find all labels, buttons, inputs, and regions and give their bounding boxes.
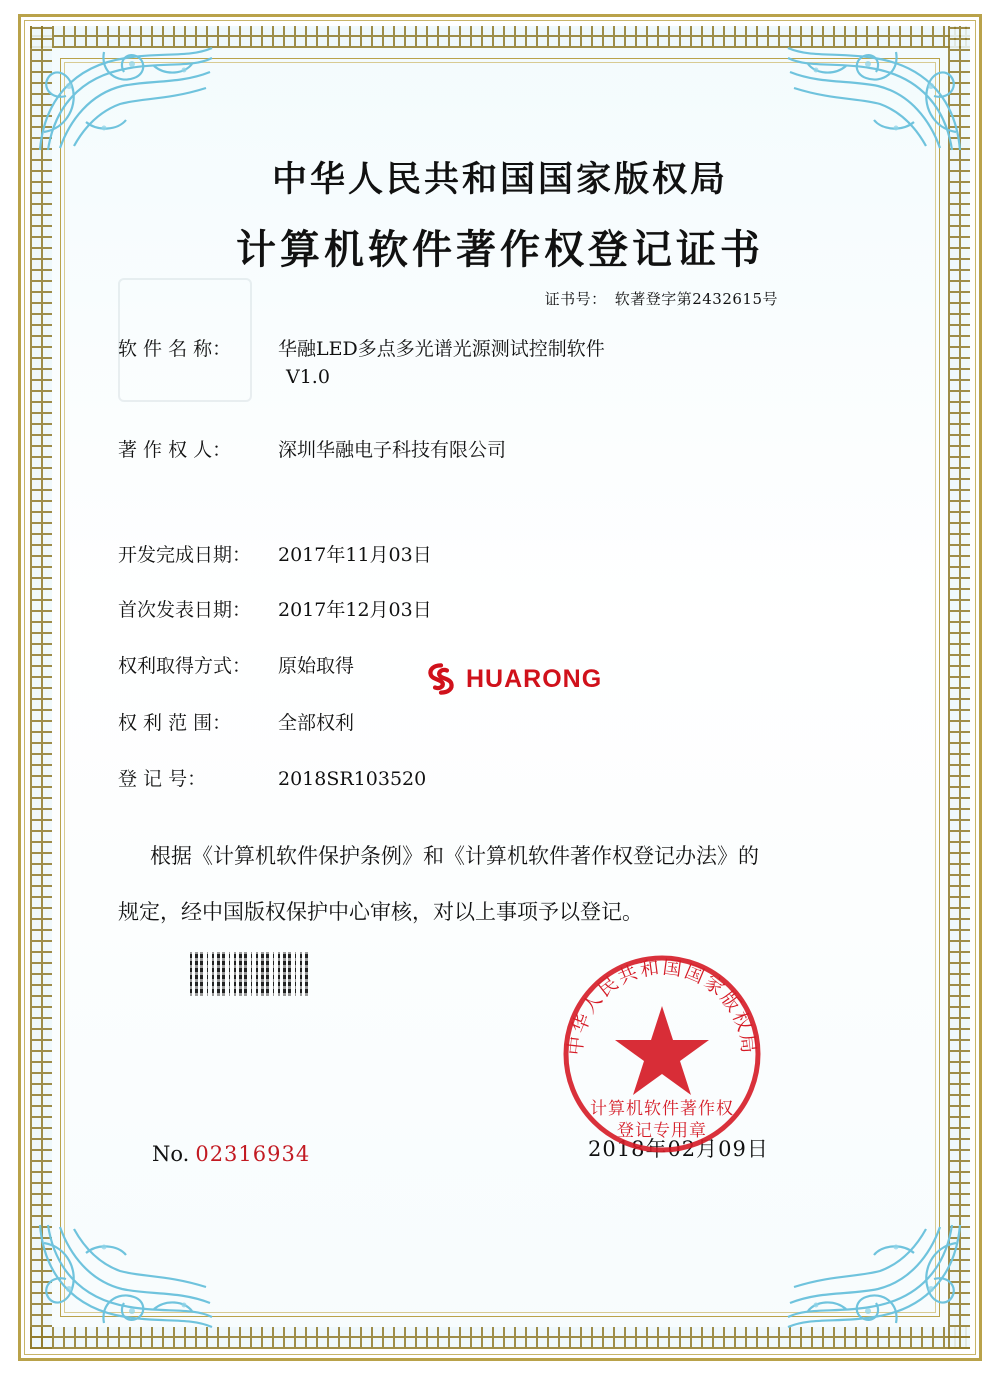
field-label: 开发完成日期： <box>118 544 252 566</box>
field-first-publication-date <box>118 595 432 622</box>
certificate-number-label: 证书号： <box>544 290 607 308</box>
field-label: 首次发表日期： <box>118 599 252 621</box>
seal-line-2: 登记专用章 <box>617 1121 707 1141</box>
field-rights-scope <box>118 708 354 735</box>
field-development-completion-date <box>118 540 432 567</box>
seal-star-icon <box>615 1006 709 1095</box>
issue-date: 2018年02月09日 <box>588 1137 769 1161</box>
certificate-number <box>545 288 778 309</box>
seal-arc-text: 中华人民共和国国家版权局 <box>564 956 760 1057</box>
field-label: 权利取得方式： <box>118 655 252 677</box>
serial-number-value: 02316934 <box>195 1142 311 1166</box>
issuing-authority: 中华人民共和国国家版权局 <box>271 159 728 200</box>
field-label: 著 作 权 人： <box>118 439 232 461</box>
huarong-logo-text: HUARONG <box>466 664 603 693</box>
field-label: 权 利 范 围： <box>118 712 232 734</box>
field-value: 全部权利 <box>278 712 355 734</box>
barcode-texture <box>190 952 308 996</box>
official-seal <box>556 948 768 1160</box>
field-value: 2017年12月03日 <box>278 599 432 621</box>
field-software-version: V1.0 <box>286 366 330 388</box>
huarong-logo <box>424 662 602 696</box>
field-value: 华融LED多点多光谱光源测试控制软件 <box>278 338 605 360</box>
field-registration-number <box>118 764 426 791</box>
field-value: 2017年11月03日 <box>278 544 432 566</box>
field-value: 2018SR103520 <box>278 768 427 790</box>
serial-number-label: No. <box>152 1142 190 1166</box>
serial-number <box>152 1142 310 1166</box>
certificate-title: 计算机软件著作权登记证书 <box>236 226 764 273</box>
certificate-number-value: 软著登字第2432615号 <box>614 290 778 308</box>
statement-line-2: 规定，经中国版权保护中心审核，对以上事项予以登记。 <box>118 900 643 924</box>
field-label: 软 件 名 称： <box>118 338 232 360</box>
field-acquisition-method <box>118 651 354 678</box>
field-label: 登 记 号： <box>118 768 207 790</box>
field-software-name <box>118 334 605 361</box>
field-value: 原始取得 <box>278 655 355 677</box>
field-copyright-owner <box>118 435 506 462</box>
field-value: 深圳华融电子科技有限公司 <box>278 439 507 461</box>
huarong-mark-icon <box>424 662 458 696</box>
statement-line-1: 根据《计算机软件保护条例》和《计算机软件著作权登记办法》的 <box>150 844 759 868</box>
seal-line-1: 计算机软件著作权 <box>590 1099 734 1119</box>
